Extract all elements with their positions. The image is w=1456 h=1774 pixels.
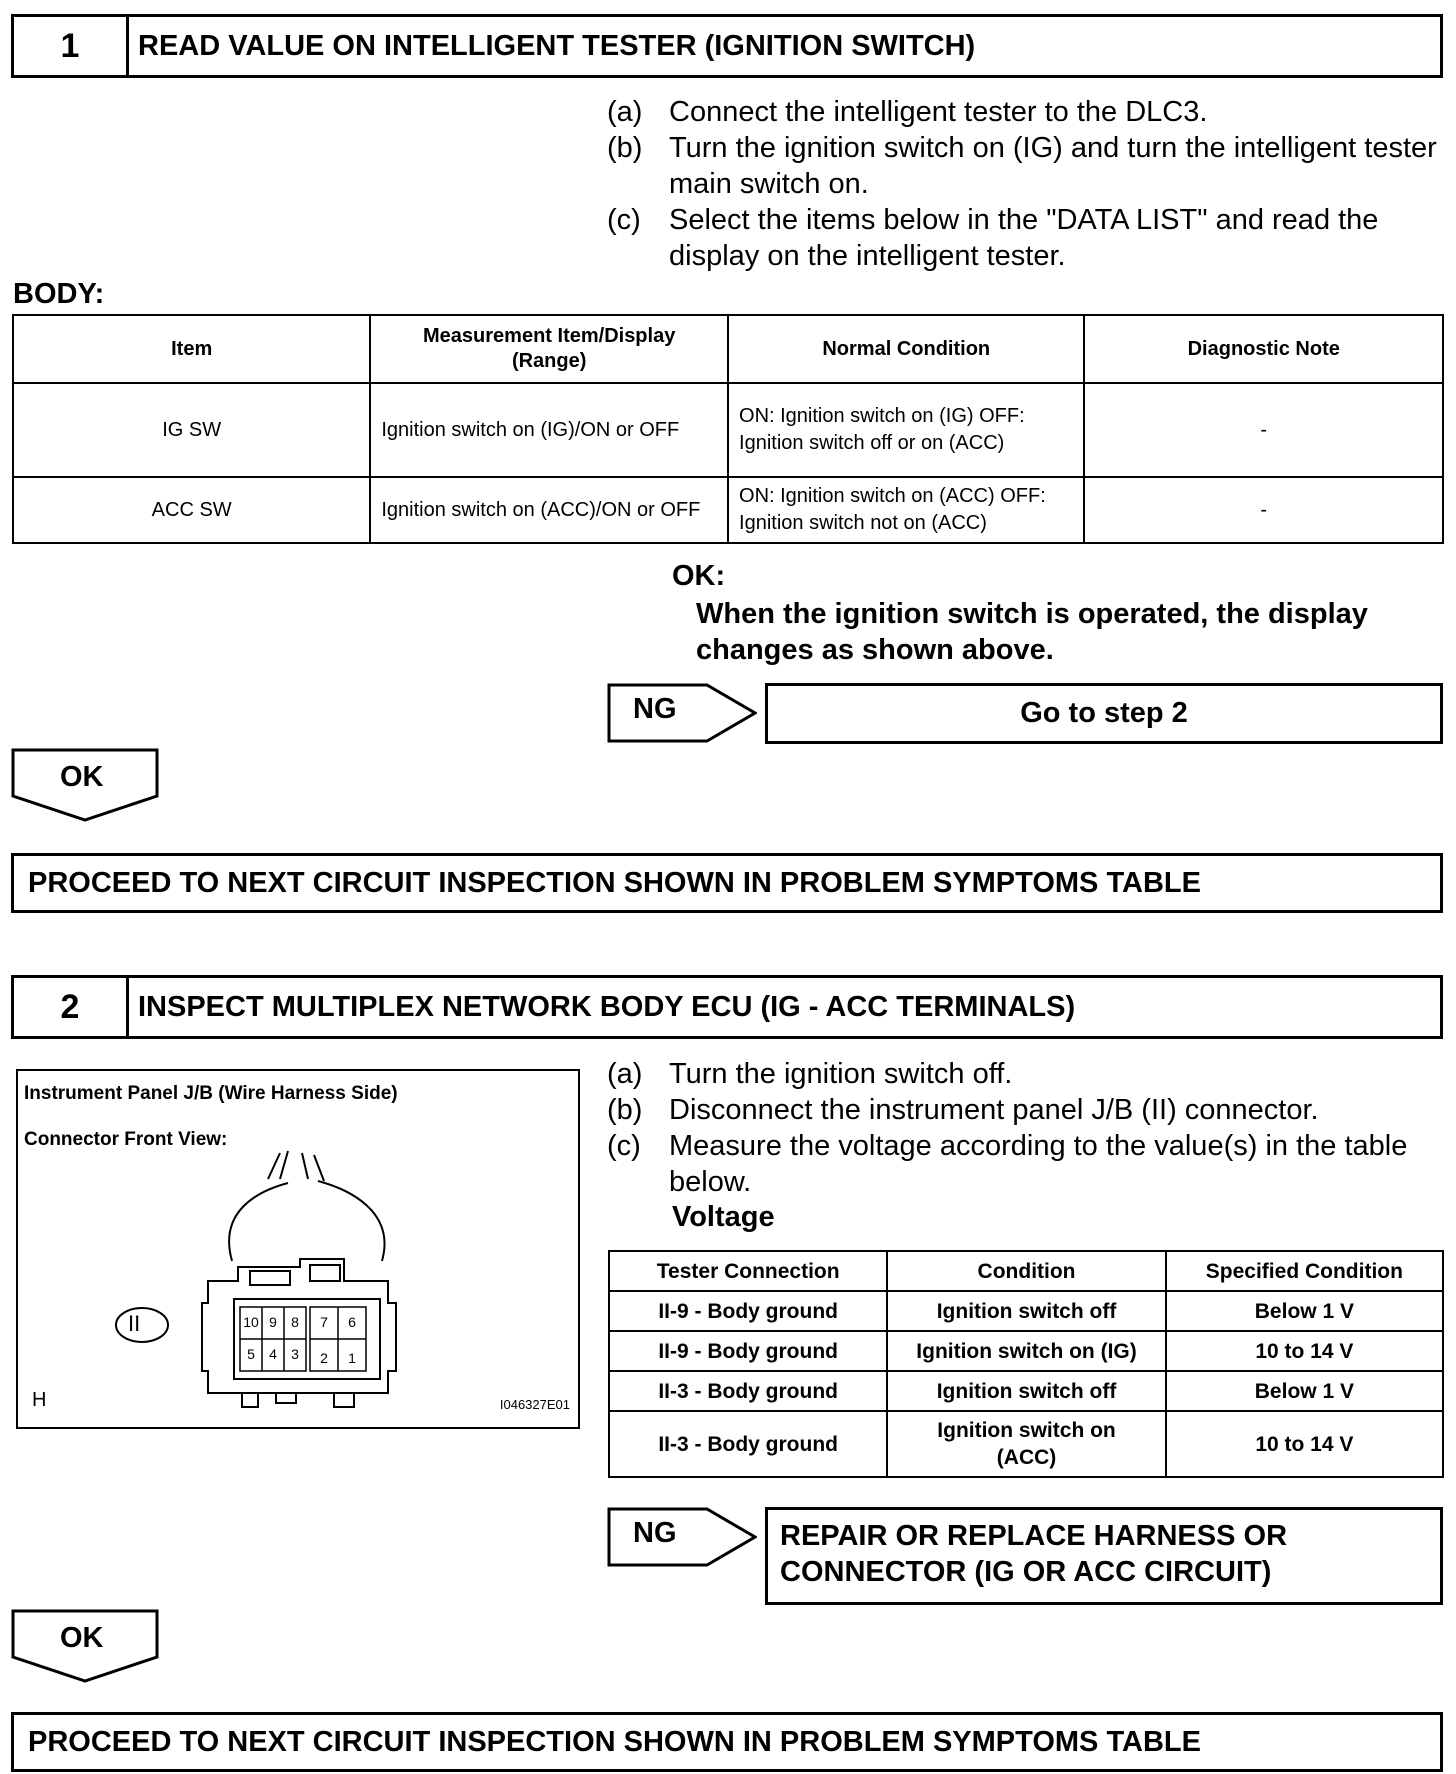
pin-label: 6 (348, 1314, 356, 1330)
table-cell: Ignition switch on (IG) (887, 1331, 1165, 1371)
table-row (609, 1371, 1443, 1411)
table-cell: 10 to 14 V (1166, 1411, 1443, 1477)
ng-arrow (607, 1507, 757, 1567)
table-cell: II-3 - Body ground (609, 1411, 887, 1477)
pin-label: 3 (291, 1346, 299, 1362)
column-header: Measurement Item/Display (Range) (370, 315, 728, 383)
column-header: Specified Condition (1166, 1251, 1443, 1291)
connector-drawing (18, 1071, 578, 1427)
pin-label: 9 (269, 1314, 277, 1330)
table-row (13, 477, 1443, 543)
ng-label: NG (633, 1517, 677, 1549)
instruction-text: Measure the voltage according to the value(s) in the table below. (669, 1130, 1408, 1198)
instruction-text: Connect the intelligent tester to the DLC3. (669, 96, 1208, 128)
table-cell: II-3 - Body ground (609, 1371, 887, 1411)
table-cell: ON: Ignition switch on (ACC) OFF: Ignition switch not on (ACC) (728, 477, 1084, 543)
table-cell: Ignition switch off (887, 1371, 1165, 1411)
instruction-item (607, 94, 1437, 130)
figure-code: I046327E01 (499, 1397, 570, 1412)
table-cell: IG SW (13, 383, 370, 477)
table-header-row (609, 1251, 1443, 1291)
instruction-text: Disconnect the instrument panel J/B (II) connector. (669, 1094, 1319, 1126)
column-header: Condition (887, 1251, 1165, 1291)
instruction-label: (b) (607, 1094, 643, 1126)
proceed-box: PROCEED TO NEXT CIRCUIT INSPECTION SHOWN IN PROBLEM SYMPTOMS TABLE (11, 1712, 1443, 1772)
figure-corner-letter: H (32, 1389, 47, 1411)
instruction-item (607, 1056, 1437, 1092)
table-header-row (13, 315, 1443, 383)
instruction-label: (c) (607, 204, 641, 236)
table-cell: Ignition switch on (IG)/ON or OFF (370, 383, 728, 477)
proceed-box: PROCEED TO NEXT CIRCUIT INSPECTION SHOWN IN PROBLEM SYMPTOMS TABLE (11, 853, 1443, 913)
column-header: Tester Connection (609, 1251, 887, 1291)
ok-label: OK (60, 1622, 104, 1654)
instruction-label: (c) (607, 1130, 641, 1162)
ng-result-text: REPAIR OR REPLACE HARNESS OR CONNECTOR (IG OR ACC CIRCUIT) (780, 1520, 1288, 1588)
instruction-label: (b) (607, 132, 643, 164)
connector-id-label: II (128, 1311, 141, 1336)
connector-figure (16, 1069, 580, 1429)
step1-instructions (607, 94, 1437, 274)
instruction-label: (a) (607, 1058, 643, 1090)
column-header: Diagnostic Note (1084, 315, 1443, 383)
pin-label: 5 (247, 1346, 255, 1362)
table-cell: Ignition switch on (ACC) (887, 1411, 1165, 1477)
pin-label: 10 (243, 1314, 259, 1330)
table-cell: II-9 - Body ground (609, 1291, 887, 1331)
table-cell: Below 1 V (1166, 1371, 1443, 1411)
ok-label: OK (60, 761, 104, 793)
ng-result-box (765, 683, 1443, 744)
figure-title: Instrument Panel J/B (Wire Harness Side) (24, 1083, 398, 1104)
table-cell: - (1084, 477, 1443, 543)
ng-arrow (607, 683, 757, 743)
table-cell: ON: Ignition switch on (IG) OFF: Ignition switch off or on (ACC) (728, 383, 1084, 477)
table-cell: - (1084, 383, 1443, 477)
ok-criteria-text: When the ignition switch is operated, the display changes as shown above. (696, 598, 1368, 666)
body-label: BODY: (13, 278, 105, 310)
table-row (609, 1411, 1443, 1477)
instruction-text: Select the items below in the "DATA LIST" and read the display on the intelligent tester. (669, 204, 1379, 272)
data-list-table (12, 314, 1444, 544)
instruction-item (607, 202, 1437, 274)
table-row (609, 1331, 1443, 1371)
pin-label: 8 (291, 1314, 299, 1330)
pin-label: 4 (269, 1346, 277, 1362)
table-cell: 10 to 14 V (1166, 1331, 1443, 1371)
table-cell: Ignition switch off (887, 1291, 1165, 1331)
ng-result-box (765, 1507, 1443, 1605)
ng-result-text: Go to step 2 (1020, 697, 1188, 729)
pin-label: 1 (348, 1350, 356, 1366)
pin-label: 2 (320, 1350, 328, 1366)
table-cell: Below 1 V (1166, 1291, 1443, 1331)
instruction-item (607, 1128, 1437, 1200)
pin-label: 7 (320, 1314, 328, 1330)
instruction-item (607, 130, 1437, 202)
table-cell: II-9 - Body ground (609, 1331, 887, 1371)
table-row (609, 1291, 1443, 1331)
ok-criteria-title: OK: (672, 560, 726, 592)
step1-title: READ VALUE ON INTELLIGENT TESTER (IGNITION SWITCH) (138, 29, 976, 62)
column-header: Normal Condition (728, 315, 1084, 383)
instruction-label: (a) (607, 96, 643, 128)
voltage-table (608, 1250, 1444, 1478)
step2-instructions (607, 1056, 1437, 1200)
table-row (13, 383, 1443, 477)
step2-title: INSPECT MULTIPLEX NETWORK BODY ECU (IG - ACC TERMINALS) (138, 990, 1076, 1023)
table-cell: ACC SW (13, 477, 370, 543)
instruction-text: Turn the ignition switch on (IG) and turn the intelligent tester main switch on. (669, 132, 1437, 200)
ok-arrow (11, 748, 159, 822)
step2-header (11, 975, 1443, 1039)
ng-label: NG (633, 693, 677, 725)
instruction-text: Turn the ignition switch off. (669, 1058, 1013, 1090)
figure-subtitle: Connector Front View: (24, 1129, 228, 1150)
ok-arrow (11, 1609, 159, 1683)
column-header: Item (13, 315, 370, 383)
step1-header (11, 14, 1443, 78)
instruction-item (607, 1092, 1437, 1128)
step1-number: 1 (14, 17, 129, 75)
table-cell: Ignition switch on (ACC)/ON or OFF (370, 477, 728, 543)
voltage-label: Voltage (672, 1201, 775, 1233)
step2-number: 2 (14, 978, 129, 1036)
